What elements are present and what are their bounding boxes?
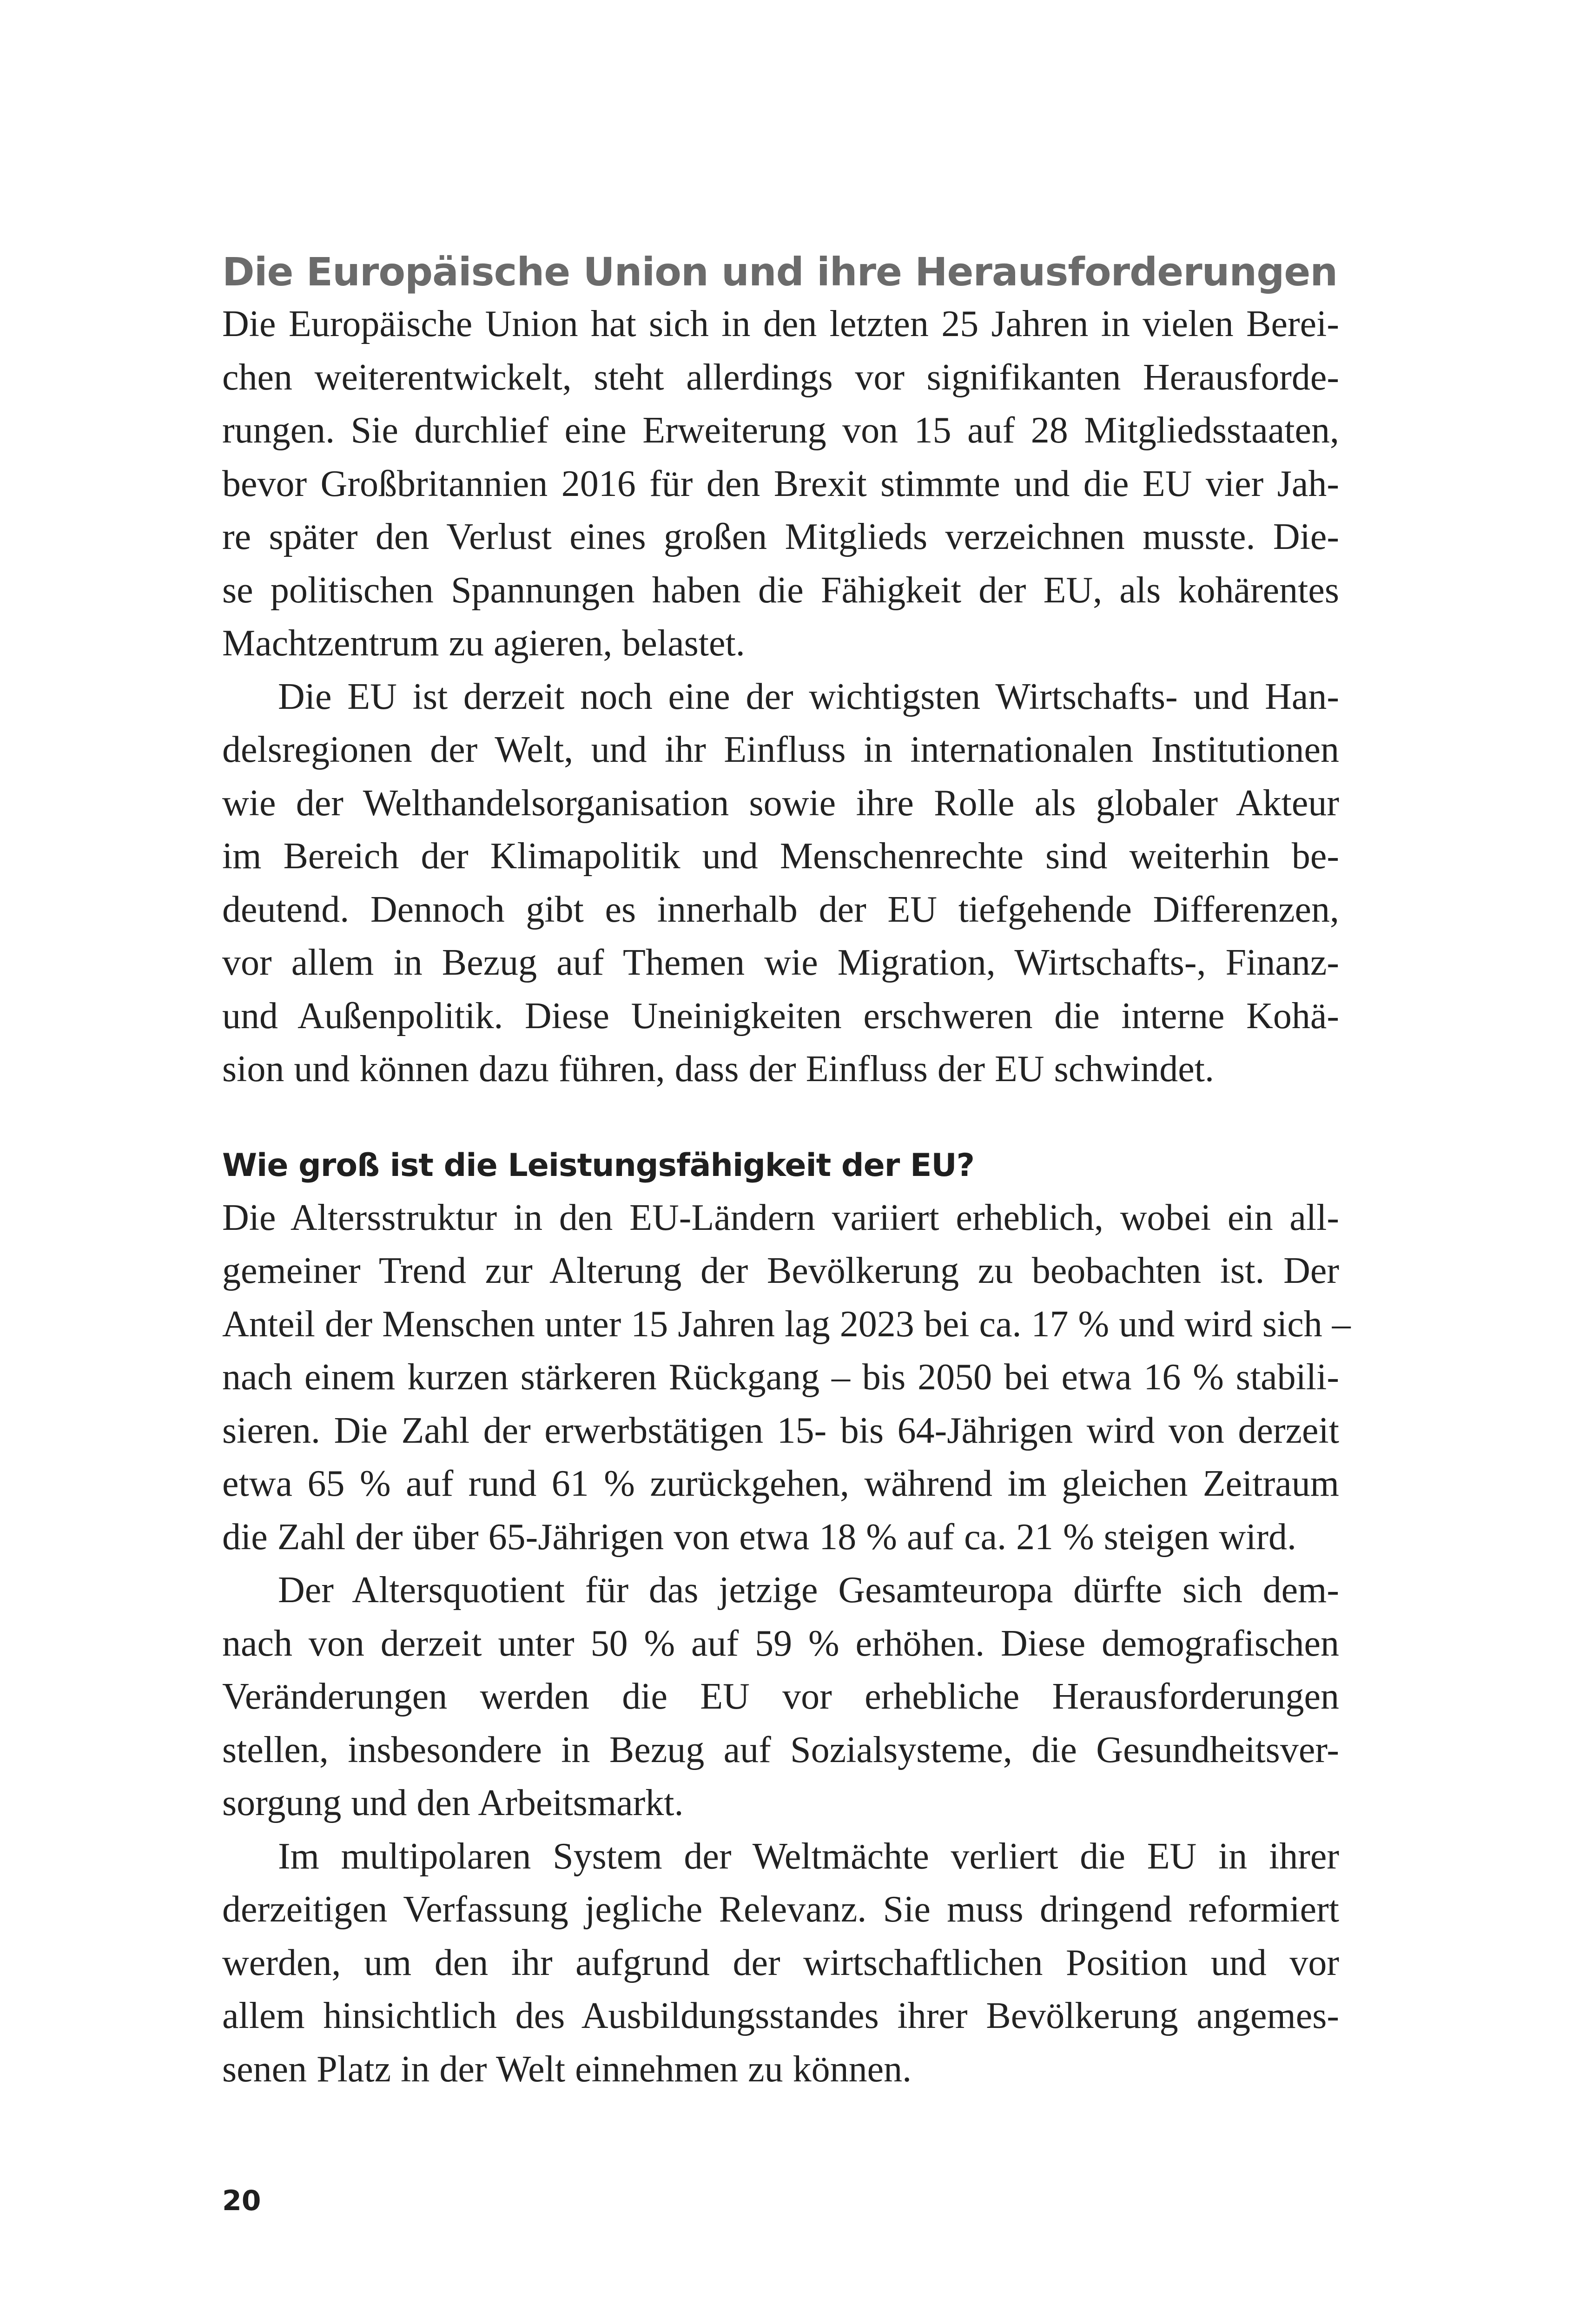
text-line: gemeiner Trend zur Alterung der Bevölkerung zu beobachten ist. Der [222,1250,1339,1291]
text-line: Veränderungen werden die EU vor erhebliche Herausforderungen [222,1676,1339,1717]
text-line: sieren. Die Zahl der erwerbstätigen 15- bis 64-Jährigen wird von derzeit [222,1410,1339,1451]
text-line: chen weiterentwickelt, steht allerdings vor signifikanten Herausforde- [222,357,1339,398]
section-heading-eu-capacity: Wie groß ist die Leistungsfähigkeit der EU? [222,1147,975,1184]
text-line: etwa 65 % auf rund 61 % zurückgehen, während im gleichen Zeitraum [222,1463,1339,1504]
text-line: sorgung und den Arbeitsmarkt. [222,1783,684,1823]
text-line: re später den Verlust eines großen Mitglieds verzeichnen musste. Die- [222,516,1339,557]
page-content [222,246,1351,2096]
text-line: rungen. Sie durchlief eine Erweiterung von 15 auf 28 Mitgliedsstaaten, [222,410,1339,451]
section-heading-eu-challenges: Die Europäische Union und ihre Herausforderungen [222,249,1338,295]
paragraph [222,1191,1351,1564]
text-line: deutend. Dennoch gibt es innerhalb der EU tiefgehende Differenzen, [222,889,1339,930]
text-line: nach einem kurzen stärkeren Rückgang – bis 2050 bei etwa 16 % stabili- [222,1357,1339,1398]
text-line: vor allem in Bezug auf Themen wie Migration, Wirtschafts-, Finanz- [222,942,1339,983]
text-line: werden, um den ihr aufgrund der wirtschaftlichen Position und vor [222,1942,1339,1983]
paragraph [222,1564,1339,1830]
paragraph [222,670,1339,1096]
text-line: senen Platz in der Welt einnehmen zu können. [222,2048,912,2090]
paragraph [222,297,1339,670]
text-line: sion und können dazu führen, dass der Einfluss der EU schwindet. [222,1049,1214,1089]
text-line: se politischen Spannungen haben die Fähigkeit der EU, als kohärentes [222,569,1339,611]
paragraph [222,1830,1339,2096]
text-line: wie der Welthandelsorganisation sowie ihre Rolle als globaler Akteur [222,782,1339,824]
text-line: Machtzentrum zu agieren, belastet. [222,623,745,664]
section-spacer [222,1096,1339,1140]
text-line: die Zahl der über 65-Jährigen von etwa 18 % auf ca. 21 % steigen wird. [222,1516,1296,1558]
text-line: Die EU ist derzeit noch eine der wichtigsten Wirtschafts- und Han- [278,676,1339,717]
page-number: 20 [222,2185,261,2217]
text-line: Die Europäische Union hat sich in den letzten 25 Jahren in vielen Berei- [222,304,1339,344]
text-line: nach von derzeit unter 50 % auf 59 % erhöhen. Diese demografischen [222,1623,1339,1664]
text-line: und Außenpolitik. Diese Uneinigkeiten erschweren die interne Kohä- [222,995,1339,1037]
text-line: bevor Großbritannien 2016 für den Brexit stimmte und die EU vier Jah- [222,463,1339,504]
text-line: derzeitigen Verfassung jegliche Relevanz. Sie muss dringend reformiert [222,1889,1339,1930]
text-line: stellen, insbesondere in Bezug auf Sozialsysteme, die Gesundheitsver- [222,1729,1339,1770]
text-line: Im multipolaren System der Weltmächte verliert die EU in ihrer [278,1835,1339,1877]
text-line: Anteil der Menschen unter 15 Jahren lag 2023 bei ca. 17 % und wird sich – [222,1303,1351,1345]
text-line: allem hinsichtlich des Ausbildungsstandes ihrer Bevölkerung angemes- [222,1995,1339,2036]
text-line: delsregionen der Welt, und ihr Einfluss in internationalen Institutionen [222,729,1339,770]
text-line: Der Altersquotient für das jetzige Gesamteuropa dürfte sich dem- [278,1570,1339,1611]
text-line: Die Altersstruktur in den EU-Ländern variiert erheblich, wobei ein all- [222,1197,1339,1238]
text-line: im Bereich der Klimapolitik und Menschenrechte sind weiterhin be- [222,836,1339,877]
